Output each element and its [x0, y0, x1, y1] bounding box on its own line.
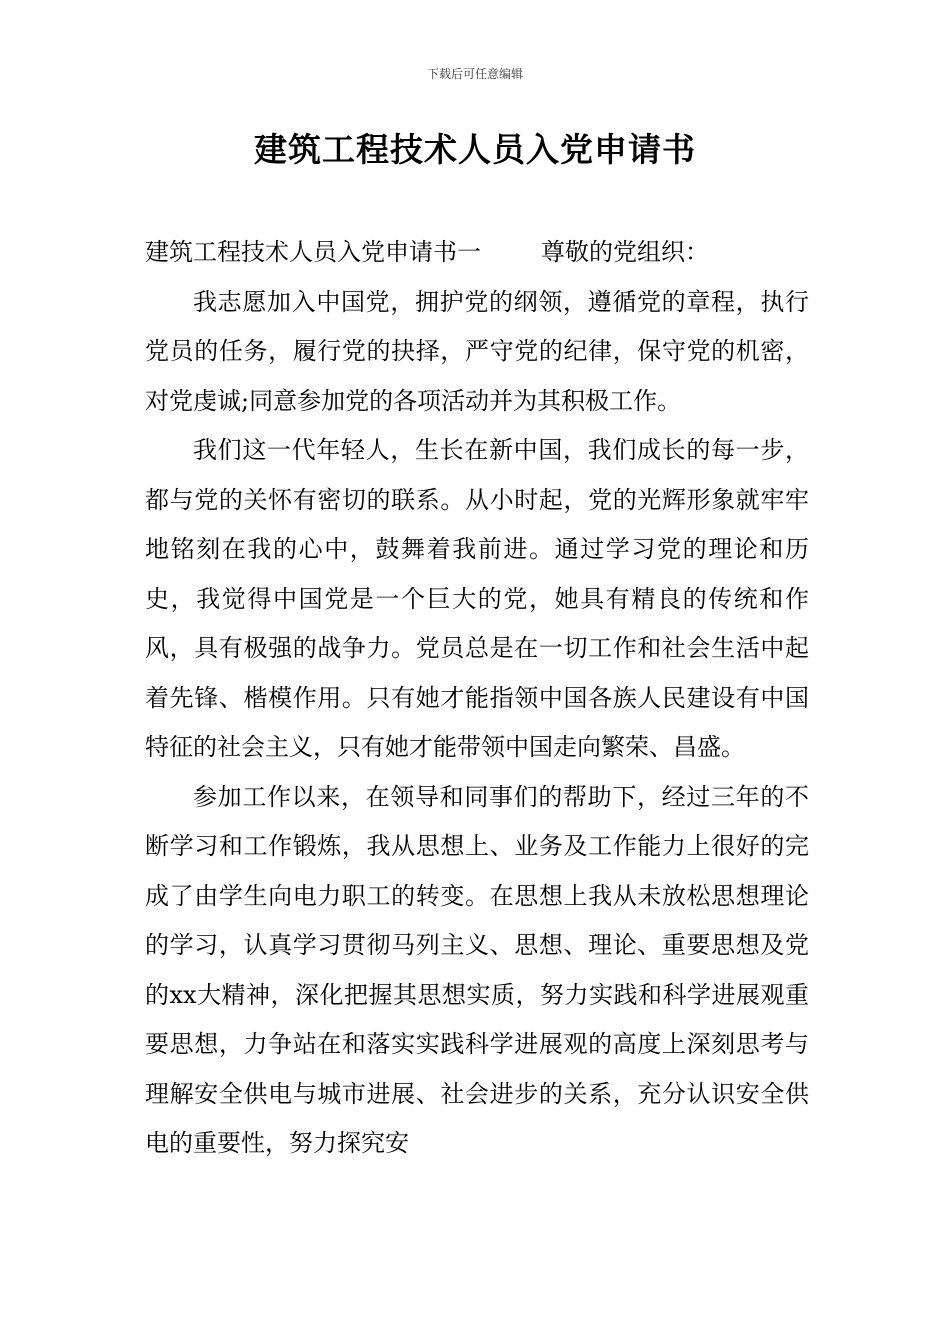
header-note: 下载后可任意编辑 — [426, 67, 523, 81]
opening-subtitle: 建筑工程技术人员入党申请书一 — [145, 238, 481, 266]
paragraph-3: 参加工作以来，在领导和同事们的帮助下，经过三年的不断学习和工作锻炼，我从思想上、业务及工作能力上很好的完成了由学生向电力职工的转变。在思想上我从未放松思想理论的学习，认真学习贯彻马列主义、思想、理论、重要思想及党的xx大精神，深化把握其思想实质，努力实践和科学进展观重要思想，力争站在和落实实践科学进展观的高度上深刻思考与理解安全供电与城市进展、社会进步的关系，充分认识安全供电的重要性，努力探究安 — [145, 782, 809, 1157]
opening-line — [145, 228, 809, 278]
paragraph-1: 我志愿加入中国党，拥护党的纲领，遵循党的章程，执行党员的任务，履行党的抉择，严守党的纪律，保守党的机密，对党虔诚;同意参加党的各项活动并为其积极工作。 — [145, 287, 809, 415]
document-body — [145, 228, 809, 1169]
salutation: 尊敬的党组织： — [541, 238, 709, 266]
paragraph-2: 我们这一代年轻人，生长在新中国，我们成长的每一步，都与党的关怀有密切的联系。从小时起，党的光辉形象就牢牢地铭刻在我的心中，鼓舞着我前进。通过学习党的理论和历史，我觉得中国党是一个巨大的党，她具有精良的传统和作风，具有极强的战争力。党员总是在一切工作和社会生活中起着先锋、楷模作用。只有她才能指领中国各族人民建设有中国特征的社会主义，只有她才能带领中国走向繁荣、昌盛。 — [145, 436, 809, 761]
document-title: 建筑工程技术人员入党申请书 — [254, 130, 696, 169]
